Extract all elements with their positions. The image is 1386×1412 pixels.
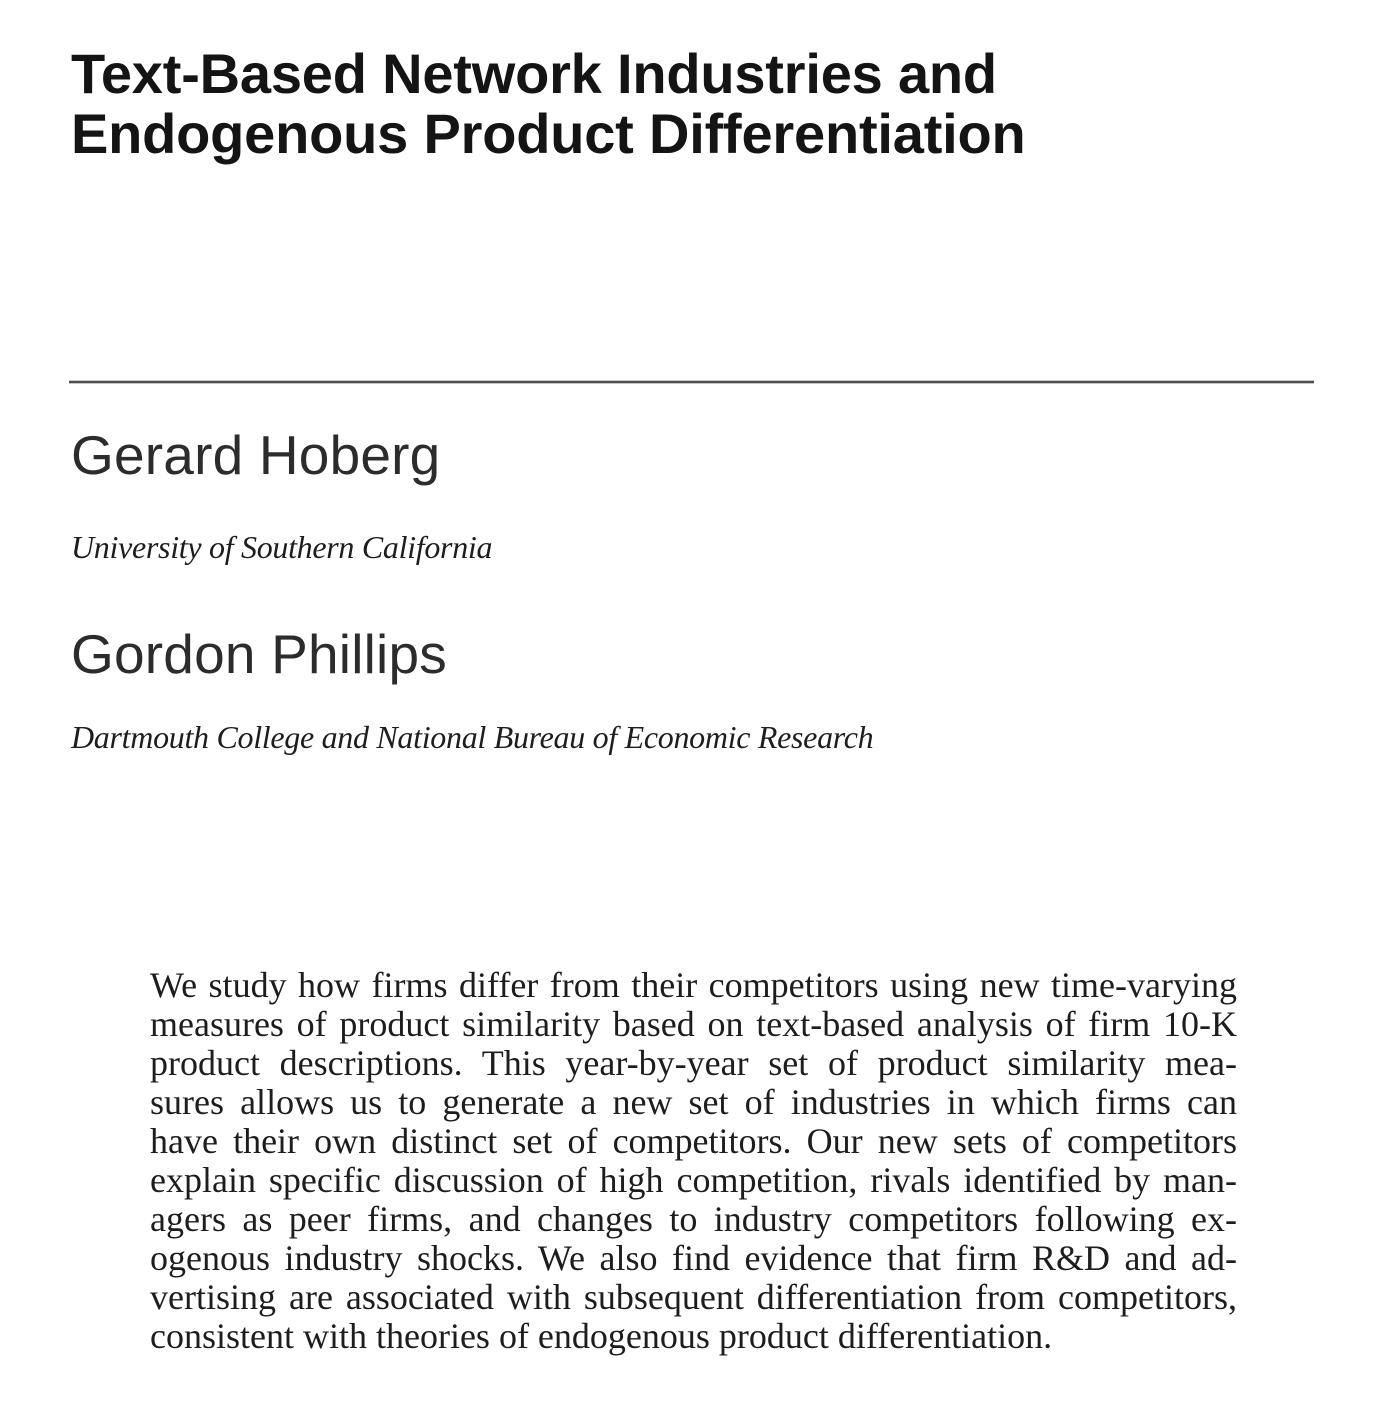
abstract-line: ogenous industry shocks. We also find evidence that firm R&D and ad-: [150, 1238, 1237, 1278]
paper-title: [71, 44, 1326, 164]
abstract-line: measures of product similarity based on text-based analysis of firm 10-K: [150, 1004, 1237, 1044]
abstract-line: product descriptions. This year-by-year set of product similarity mea-: [150, 1043, 1237, 1083]
author-affiliation-1: University of Southern California: [71, 529, 493, 565]
author-block: [71, 424, 1326, 757]
title-divider-rule: [69, 380, 1314, 384]
paper-title-line1: Text-Based Network Industries and: [71, 42, 997, 105]
abstract-line: agers as peer firms, and changes to industry competitors following ex-: [150, 1199, 1237, 1239]
abstract-line: consistent with theories of endogenous product differentiation.: [150, 1316, 1053, 1356]
abstract-line: explain specific discussion of high competition, rivals identified by man-: [150, 1160, 1237, 1200]
abstract: [150, 966, 1237, 1356]
author-affiliation-2: Dartmouth College and National Bureau of Economic Research: [71, 719, 874, 755]
abstract-line: We study how firms differ from their competitors using new time-varying: [150, 965, 1237, 1005]
abstract-line: vertising are associated with subsequent differentiation from competitors,: [150, 1277, 1237, 1317]
abstract-line: have their own distinct set of competitors. Our new sets of competitors: [150, 1121, 1237, 1161]
author-name-2: Gordon Phillips: [71, 623, 447, 685]
author-name-1: Gerard Hoberg: [71, 424, 441, 486]
paper-title-line2: Endogenous Product Differentiation: [71, 102, 1026, 165]
abstract-line: sures allows us to generate a new set of industries in which firms can: [150, 1082, 1237, 1122]
